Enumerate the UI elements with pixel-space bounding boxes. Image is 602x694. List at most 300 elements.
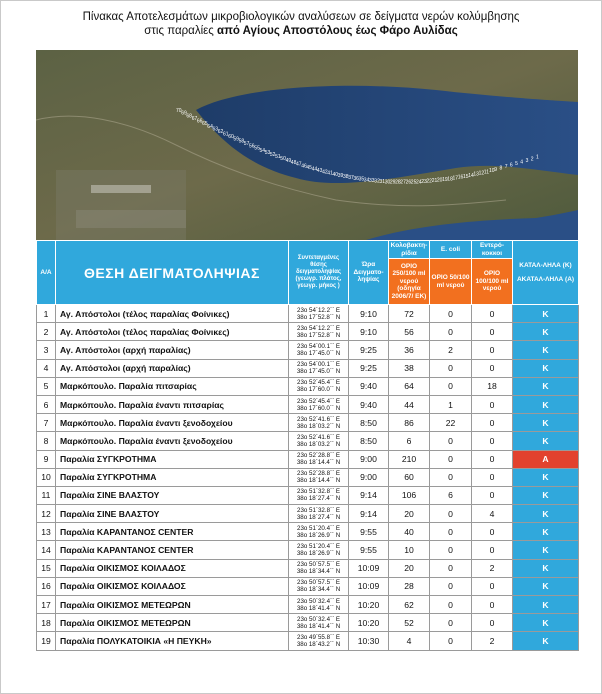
satellite-map [36,50,578,240]
cell-coliforms: 20 [389,559,430,577]
coord-longitude: 23ο 51΄20.4΄΄ Ε [297,524,340,532]
cell-site: Μαρκόπουλο. Παραλία έναντι ξενοδοχείου [56,432,289,450]
cell-coordinates [289,395,349,413]
cell-site: Παραλία ΠΟΛΥΚΑΤΟΙΚΙΑ «Η ΠΕΥΚΗ» [56,632,289,650]
cell-site: Παραλία ΚΑΡΑΝΤΑΝΟΣ CENTER [56,541,289,559]
cell-result: Κ [513,541,579,559]
cell-site: Παραλία ΣΙΝΕ ΒΛΑΣΤΟΥ [56,486,289,504]
cell-entero: 2 [472,559,513,577]
coord-latitude: 38ο 18΄14.4΄΄ Ν [296,459,341,467]
coord-longitude: 23ο 49΄55.8΄΄ Ε [297,633,340,641]
header-suitable: ΚΑΤΑΛ-ΛΗΛΑ (Κ) [519,262,572,269]
cell-result: Κ [513,559,579,577]
cell-coliforms: 210 [389,450,430,468]
coord-longitude: 23ο 50΄32.4΄΄ Ε [297,597,340,605]
coord-latitude: 38ο 18΄03.2΄΄ Ν [296,422,341,430]
map-station-label: 27 [400,179,406,186]
table-row [37,395,579,413]
table-row [37,505,579,523]
cell-site: Μαρκόπουλο. Παραλία έναντι ξενοδοχείου [56,414,289,432]
coord-longitude: 23ο 50΄57.5΄΄ Ε [297,561,340,569]
map-station-label: 35 [358,176,365,183]
map-station-label: 69 [181,110,187,117]
title-line-2-bold: από Αγίους Αποστόλους έως Φάρο Αυλίδας [217,25,458,37]
cell-coordinates [289,577,349,595]
table-row [37,596,579,614]
table-row [37,559,579,577]
cell-entero: 0 [472,432,513,450]
cell-coliforms: 60 [389,468,430,486]
table-row [37,632,579,650]
cell-site: Παραλία ΣΥΓΚΡΟΤΗΜΑ [56,468,289,486]
cell-coliforms: 72 [389,305,430,323]
map-station-label: 54 [259,147,266,154]
cell-site: Μαρκόπουλο. Παραλία έναντι πιτσαρίας [56,395,289,413]
map-station-label: 25 [410,179,417,186]
cell-number: 5 [37,377,56,395]
cell-entero: 0 [472,359,513,377]
coord-longitude: 23ο 50΄32.4΄΄ Ε [297,615,340,623]
map-station-label: 64 [207,123,213,130]
map-station-label: 59 [233,136,239,143]
cell-time: 10:09 [349,559,389,577]
cell-time: 9:10 [349,305,389,323]
coord-latitude: 38ο 18΄34.4΄΄ Ν [296,586,341,594]
map-station-label: 55 [254,145,260,152]
cell-ecoli: 0 [430,614,472,632]
table-body [37,305,579,651]
cell-result: Α [513,450,579,468]
map-station-label: 12 [478,170,485,177]
map-station-label: 57 [243,141,250,148]
map-station-label: 65 [202,121,208,128]
coord-latitude: 38ο 18΄41.4΄΄ Ν [296,622,341,630]
coord-longitude: 23ο 52΄45.4΄΄ Ε [297,397,340,405]
map-station-label: 41 [327,170,333,177]
table-row [37,359,579,377]
cell-site: Παραλία ΣΙΝΕ ΒΛΑΣΤΟΥ [56,505,289,523]
cell-number: 13 [37,523,56,541]
header-coords: Συντεταγμένες θέσης δειγματοληψίας (γεωγρ. πλάτος, γεωγρ. μήκος ) [289,241,349,305]
cell-result: Κ [513,359,579,377]
table-row [37,341,579,359]
cell-entero: 0 [472,523,513,541]
table-row [37,523,579,541]
coord-longitude: 23ο 51΄20.4΄΄ Ε [297,543,340,551]
cell-number: 9 [37,450,56,468]
cell-number: 4 [37,359,56,377]
cell-coordinates [289,450,349,468]
cell-result: Κ [513,395,579,413]
map-station-label: 52 [269,152,276,159]
cell-result: Κ [513,523,579,541]
cell-time: 9:55 [349,523,389,541]
cell-ecoli: 0 [430,505,472,523]
map-station-label: 44 [311,166,318,173]
cell-entero: 18 [472,377,513,395]
map-station-label: 1 [536,154,539,161]
cell-coliforms: 86 [389,414,430,432]
cell-entero: 0 [472,414,513,432]
cell-result: Κ [513,305,579,323]
coord-longitude: 23ο 52΄28.8΄΄ Ε [297,452,340,460]
cell-time: 10:09 [349,577,389,595]
map-station-label: 19 [442,177,448,184]
table-row [37,614,579,632]
cell-entero: 0 [472,468,513,486]
map-station-label: 37 [348,175,354,182]
cell-coliforms: 40 [389,523,430,541]
map-station-label: 10 [489,168,495,175]
cell-number: 14 [37,541,56,559]
cell-coordinates [289,323,349,341]
cell-result: Κ [513,486,579,504]
cell-coliforms: 64 [389,377,430,395]
cell-time: 10:20 [349,614,389,632]
map-station-label: 33 [369,178,375,184]
results-table [36,240,579,651]
cell-ecoli: 0 [430,450,472,468]
coord-latitude: 38ο 17΄45.0΄΄ Ν [296,368,341,376]
cell-coordinates [289,341,349,359]
coord-latitude: 38ο 18΄14.4΄΄ Ν [296,477,341,485]
map-station-label: 21 [431,178,438,185]
table-row [37,486,579,504]
map-station-label: 63 [212,126,219,133]
coord-longitude: 23ο 52΄41.6΄΄ Ε [297,415,340,423]
map-station-label: 6 [509,162,513,169]
cell-ecoli: 0 [430,632,472,650]
cell-coliforms: 28 [389,577,430,595]
table-row [37,305,579,323]
header-time: Ώρα Δειγματο-ληψίας [349,241,389,305]
map-station-label: 36 [353,175,359,182]
cell-site: Παραλία ΟΙΚΙΣΜΟΣ ΚΟΙΛΑΔΟΣ [56,577,289,595]
coord-longitude: 23ο 50΄57.5΄΄ Ε [297,579,340,587]
cell-entero: 0 [472,614,513,632]
map-station-label: 70 [176,108,182,114]
cell-coliforms: 52 [389,614,430,632]
map-station-label: 4 [520,159,524,166]
cell-result: Κ [513,414,579,432]
map-station-label: 68 [186,113,192,120]
cell-site: Παραλία ΣΥΓΚΡΟΤΗΜΑ [56,450,289,468]
title-line-2 [0,24,602,38]
cell-result: Κ [513,577,579,595]
cell-number: 10 [37,468,56,486]
cell-coordinates [289,559,349,577]
cell-ecoli: 0 [430,359,472,377]
coord-latitude: 38ο 17΄60.0΄΄ Ν [296,404,341,412]
cell-entero: 0 [472,577,513,595]
coord-longitude: 23ο 51΄32.8΄΄ Ε [297,488,340,496]
map-station-label: 2 [530,156,534,163]
coord-longitude: 23ο 52΄41.6΄΄ Ε [297,433,340,441]
cell-number: 12 [37,505,56,523]
map-station-label: 42 [322,169,328,176]
cell-entero: 0 [472,305,513,323]
cell-site: Μαρκόπουλο. Παραλία πιτσαρίας [56,377,289,395]
cell-site: Αγ. Απόστολοι (τέλος παραλίας Φοίνικες) [56,323,289,341]
header-unsuitable: ΑΚΑΤΑΛ-ΛΗΛΑ (Α) [516,275,575,283]
map-station-label: 48 [290,159,297,166]
cell-coordinates [289,541,349,559]
cell-ecoli: 2 [430,341,472,359]
cell-time: 9:40 [349,395,389,413]
coord-latitude: 38ο 17΄52.8΄΄ Ν [296,313,341,321]
cell-number: 11 [37,486,56,504]
cell-coliforms: 4 [389,632,430,650]
coord-latitude: 38ο 18΄03.2΄΄ Ν [296,440,341,448]
table-row [37,323,579,341]
map-station-label: 18 [447,176,453,183]
cell-ecoli: 0 [430,305,472,323]
map-station-label: 60 [228,133,234,140]
cell-time: 9:25 [349,341,389,359]
cell-time: 9:14 [349,505,389,523]
map-station-label: 53 [264,150,271,156]
cell-entero: 0 [472,395,513,413]
map-station-label: 15 [463,173,469,180]
cell-ecoli: 0 [430,377,472,395]
cell-number: 19 [37,632,56,650]
cell-number: 8 [37,432,56,450]
map-station-label: 29 [389,179,396,186]
coord-longitude: 23ο 54΄12.2΄΄ Ε [297,306,340,314]
cell-result: Κ [513,596,579,614]
map-station-label: 32 [374,178,380,185]
header-entero-limit: ΟΡΙΟ 100/100 ml νερού [472,259,513,305]
cell-entero: 0 [472,323,513,341]
map-station-label: 61 [223,131,229,138]
map-station-label: 46 [301,163,307,170]
cell-ecoli: 1 [430,395,472,413]
map-station-label: 5 [515,161,518,168]
cell-time: 10:30 [349,632,389,650]
header-coliforms: Κολοβακτη-ρίδια [389,241,430,259]
header-aa: Α/Α [37,241,56,305]
map-station-label: 20 [436,177,443,184]
table-row [37,577,579,595]
cell-number: 1 [37,305,56,323]
table-row [37,377,579,395]
map-station-label: 28 [395,179,401,186]
cell-site: Παραλία ΚΑΡΑΝΤΑΝΟΣ CENTER [56,523,289,541]
coord-longitude: 23ο 54΄12.2΄΄ Ε [297,324,340,332]
map-station-label: 50 [280,156,286,163]
cell-time: 9:00 [349,468,389,486]
cell-time: 9:10 [349,323,389,341]
cell-result: Κ [513,377,579,395]
cell-number: 18 [37,614,56,632]
cell-coordinates [289,377,349,395]
page-title [0,10,602,38]
cell-site: Παραλία ΟΙΚΙΣΜΟΣ ΜΕΤΕΩΡΩΝ [56,614,289,632]
cell-number: 16 [37,577,56,595]
map-station-label: 43 [316,168,323,174]
cell-entero: 0 [472,486,513,504]
cell-result: Κ [513,341,579,359]
title-line-2-prefix: στις παραλίες [144,25,217,37]
map-station-label: 7 [504,164,508,171]
map-station-label: 51 [275,154,281,161]
map-station-label: 31 [379,178,386,185]
coord-latitude: 38ο 18΄26.9΄΄ Ν [296,550,341,558]
cell-ecoli: 0 [430,577,472,595]
cell-coordinates [289,305,349,323]
cell-entero: 4 [472,505,513,523]
cell-time: 9:40 [349,377,389,395]
cell-result: Κ [513,323,579,341]
map-station-label: 13 [473,171,479,178]
cell-entero: 0 [472,541,513,559]
cell-ecoli: 0 [430,432,472,450]
header-coliforms-limit: ΟΡΙΟ 250/100 ml νερού (οδηγία 2006/7/ ΕΚ) [389,259,430,305]
map-station-label: 24 [416,179,422,186]
cell-site: Αγ. Απόστολοι (αρχή παραλίας) [56,359,289,377]
coord-latitude: 38ο 18΄27.4΄΄ Ν [296,513,341,521]
cell-coliforms: 56 [389,323,430,341]
cell-result: Κ [513,468,579,486]
map-station-label: 8 [499,165,503,172]
map-station-label: 30 [384,179,391,186]
title-line-1: Πίνακας Αποτελεσμάτων μικροβιολογικών αναλύσεων σε δείγματα νερών κολύμβησης [82,11,520,23]
map-station-label: 14 [468,172,474,179]
cell-entero: 0 [472,450,513,468]
header-entero: Εντερό-κοκκοι [472,241,513,259]
cell-result: Κ [513,614,579,632]
cell-coordinates [289,468,349,486]
cell-time: 8:50 [349,432,389,450]
table-row [37,468,579,486]
map-station-label: 58 [238,138,245,145]
cell-coordinates [289,614,349,632]
map-station-label: 49 [285,158,292,165]
cell-coordinates [289,359,349,377]
map-image [36,50,578,240]
cell-coliforms: 44 [389,395,430,413]
cell-entero: 2 [472,632,513,650]
map-station-label: 45 [306,165,312,171]
table-row [37,450,579,468]
header-site: ΘΕΣΗ ΔΕΙΓΜΑΤΟΛΗΨΙΑΣ [56,241,289,305]
coord-latitude: 38ο 17΄52.8΄΄ Ν [296,331,341,339]
cell-ecoli: 0 [430,468,472,486]
map-station-label: 22 [426,178,432,185]
cell-entero: 0 [472,341,513,359]
cell-ecoli: 0 [430,523,472,541]
cell-result: Κ [513,632,579,650]
cell-coordinates [289,632,349,650]
cell-ecoli: 0 [430,323,472,341]
header-ecoli: E. coli [430,241,472,259]
cell-ecoli: 22 [430,414,472,432]
cell-coordinates [289,486,349,504]
table-row [37,414,579,432]
coord-latitude: 38ο 17΄60.0΄΄ Ν [296,386,341,394]
map-station-label: 39 [337,173,344,180]
map-station-label: 23 [421,179,427,186]
cell-ecoli: 0 [430,559,472,577]
cell-coliforms: 10 [389,541,430,559]
map-station-label: 56 [249,143,255,150]
table-row [37,541,579,559]
cell-time: 9:25 [349,359,389,377]
cell-site: Αγ. Απόστολοι (αρχή παραλίας) [56,341,289,359]
map-station-label: 26 [405,179,412,186]
cell-coliforms: 106 [389,486,430,504]
cell-site: Παραλία ΟΙΚΙΣΜΟΣ ΜΕΤΕΩΡΩΝ [56,596,289,614]
cell-number: 3 [37,341,56,359]
coord-longitude: 23ο 52΄45.4΄΄ Ε [297,379,340,387]
coord-latitude: 38ο 18΄43.2΄΄ Ν [296,640,341,648]
map-station-label: 3 [525,158,529,164]
cell-time: 9:14 [349,486,389,504]
cell-number: 15 [37,559,56,577]
cell-site: Παραλία ΟΙΚΙΣΜΟΣ ΚΟΙΛΑΔΟΣ [56,559,289,577]
map-station-label: 11 [483,169,490,176]
cell-ecoli: 0 [430,541,472,559]
map-station-label: 67 [191,115,198,122]
cell-coliforms: 38 [389,359,430,377]
table-row [37,432,579,450]
coord-longitude: 23ο 54΄00.1΄΄ Ε [297,361,340,369]
cell-coordinates [289,432,349,450]
map-station-label: 34 [363,177,370,184]
coord-longitude: 23ο 51΄32.8΄΄ Ε [297,506,340,514]
cell-coliforms: 20 [389,505,430,523]
map-station-label: 16 [457,174,464,181]
cell-time: 8:50 [349,414,389,432]
cell-ecoli: 6 [430,486,472,504]
coord-latitude: 38ο 18΄34.4΄΄ Ν [296,568,341,576]
cell-number: 7 [37,414,56,432]
coord-latitude: 38ο 17΄45.0΄΄ Ν [296,349,341,357]
map-station-label: 38 [343,174,349,181]
map-station-label: 17 [452,175,459,182]
cell-coordinates [289,523,349,541]
cell-number: 2 [37,323,56,341]
cell-time: 10:20 [349,596,389,614]
map-station-label: 40 [332,171,339,178]
cell-coordinates [289,596,349,614]
cell-result: Κ [513,505,579,523]
cell-coliforms: 62 [389,596,430,614]
cell-coordinates [289,505,349,523]
map-station-label: 9 [494,166,498,173]
header-result [513,241,579,305]
map-station-label: 66 [196,118,203,125]
table-header [37,241,579,305]
cell-ecoli: 0 [430,596,472,614]
map-station-label: 47 [296,161,302,168]
cell-number: 6 [37,395,56,413]
coord-latitude: 38ο 18΄41.4΄΄ Ν [296,604,341,612]
cell-number: 17 [37,596,56,614]
cell-result: Κ [513,432,579,450]
cell-entero: 0 [472,596,513,614]
coord-latitude: 38ο 18΄27.4΄΄ Ν [296,495,341,503]
cell-time: 9:00 [349,450,389,468]
cell-site: Αγ. Απόστολοι (τέλος παραλίας Φοίνικες) [56,305,289,323]
header-ecoli-limit: ΟΡΙΟ 50/100 ml νερού [430,259,472,305]
cell-coliforms: 36 [389,341,430,359]
coord-longitude: 23ο 54΄00.1΄΄ Ε [297,342,340,350]
cell-time: 9:55 [349,541,389,559]
coord-longitude: 23ο 52΄28.8΄΄ Ε [297,470,340,478]
map-station-label: 62 [217,128,224,135]
cell-coordinates [289,414,349,432]
